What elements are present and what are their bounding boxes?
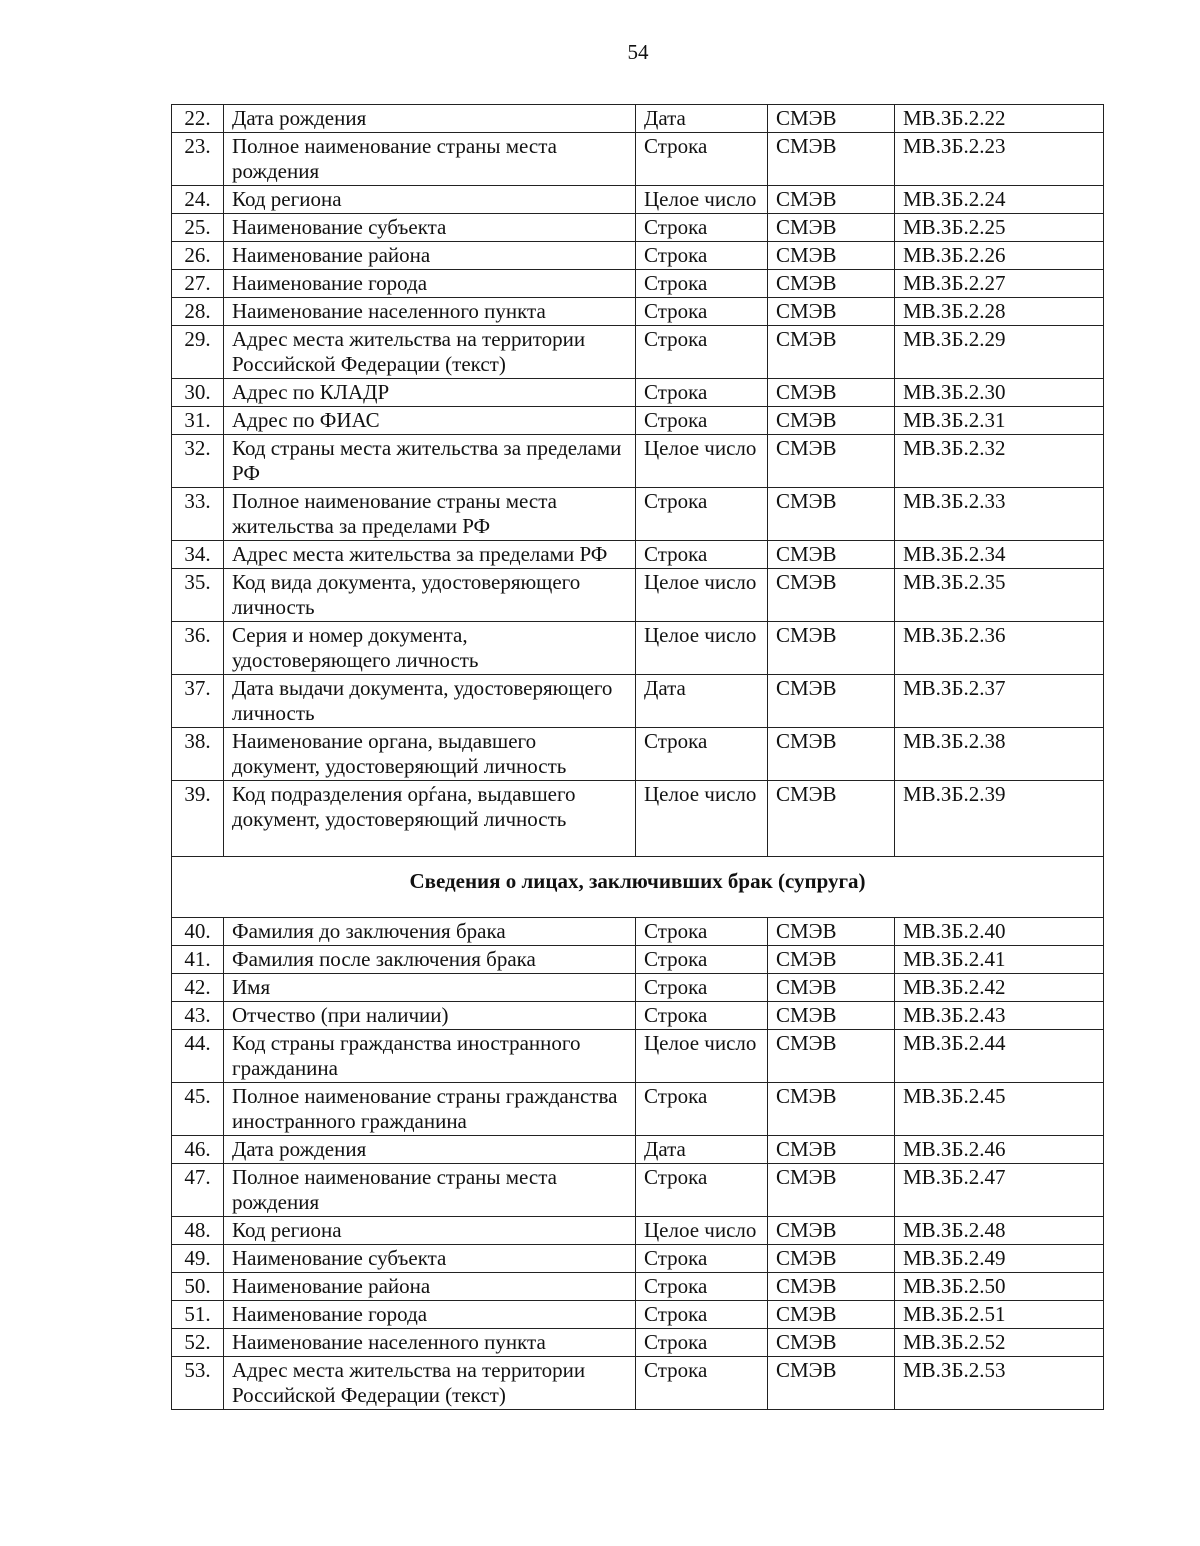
section-title: Сведения о лицах, заключивших брак (супруга) xyxy=(172,857,1104,918)
table-row xyxy=(172,1030,1104,1083)
field-source: СМЭВ xyxy=(768,133,895,186)
row-number: 30. xyxy=(172,379,224,407)
field-source: СМЭВ xyxy=(768,541,895,569)
field-name: Адрес места жительства за пределами РФ xyxy=(224,541,636,569)
table-row xyxy=(172,1136,1104,1164)
field-source: СМЭВ xyxy=(768,242,895,270)
field-source: СМЭВ xyxy=(768,326,895,379)
field-code: МВ.ЗБ.2.45 xyxy=(895,1083,1104,1136)
field-source: СМЭВ xyxy=(768,214,895,242)
table-row xyxy=(172,1217,1104,1245)
field-source: СМЭВ xyxy=(768,270,895,298)
field-code: МВ.ЗБ.2.42 xyxy=(895,974,1104,1002)
field-source: СМЭВ xyxy=(768,918,895,946)
field-name: Адрес по КЛАДР xyxy=(224,379,636,407)
field-code: МВ.ЗБ.2.31 xyxy=(895,407,1104,435)
row-number: 41. xyxy=(172,946,224,974)
field-code: МВ.ЗБ.2.36 xyxy=(895,622,1104,675)
row-number: 26. xyxy=(172,242,224,270)
table-row xyxy=(172,1002,1104,1030)
field-type: Строка xyxy=(636,1245,768,1273)
row-number: 39. xyxy=(172,781,224,857)
field-name: Имя xyxy=(224,974,636,1002)
field-source: СМЭВ xyxy=(768,1136,895,1164)
field-code: МВ.ЗБ.2.32 xyxy=(895,435,1104,488)
field-source: СМЭВ xyxy=(768,728,895,781)
field-type: Дата xyxy=(636,675,768,728)
field-type: Целое число xyxy=(636,569,768,622)
field-name: Дата рождения xyxy=(224,1136,636,1164)
field-type: Целое число xyxy=(636,1217,768,1245)
row-number: 40. xyxy=(172,918,224,946)
field-type: Строка xyxy=(636,946,768,974)
table-row xyxy=(172,622,1104,675)
field-type: Дата xyxy=(636,1136,768,1164)
field-type: Строка xyxy=(636,488,768,541)
row-number: 53. xyxy=(172,1357,224,1410)
row-number: 50. xyxy=(172,1273,224,1301)
table-row xyxy=(172,974,1104,1002)
field-name: Полное наименование страны места рождения xyxy=(224,133,636,186)
field-type: Строка xyxy=(636,541,768,569)
field-type: Строка xyxy=(636,974,768,1002)
field-code: МВ.ЗБ.2.49 xyxy=(895,1245,1104,1273)
field-type: Целое число xyxy=(636,435,768,488)
table-row xyxy=(172,541,1104,569)
field-code: МВ.ЗБ.2.39 xyxy=(895,781,1104,857)
table-row xyxy=(172,242,1104,270)
field-type: Строка xyxy=(636,298,768,326)
row-number: 23. xyxy=(172,133,224,186)
table-row xyxy=(172,946,1104,974)
field-code: МВ.ЗБ.2.22 xyxy=(895,105,1104,133)
attributes-table-body xyxy=(172,105,1104,1410)
field-code: МВ.ЗБ.2.35 xyxy=(895,569,1104,622)
field-name: Код страны места жительства за пределами РФ xyxy=(224,435,636,488)
field-code: МВ.ЗБ.2.34 xyxy=(895,541,1104,569)
table-row xyxy=(172,1329,1104,1357)
row-number: 48. xyxy=(172,1217,224,1245)
field-name: Полное наименование страны места рождения xyxy=(224,1164,636,1217)
table-row xyxy=(172,1301,1104,1329)
table-row xyxy=(172,1083,1104,1136)
field-code: МВ.ЗБ.2.47 xyxy=(895,1164,1104,1217)
field-code: МВ.ЗБ.2.28 xyxy=(895,298,1104,326)
field-source: СМЭВ xyxy=(768,1357,895,1410)
field-code: МВ.ЗБ.2.41 xyxy=(895,946,1104,974)
page-number: 54 xyxy=(627,40,649,64)
field-type: Строка xyxy=(636,1357,768,1410)
field-name: Наименование населенного пункта xyxy=(224,298,636,326)
field-name: Адрес места жительства на территории Российской Федерации (текст) xyxy=(224,326,636,379)
table-row xyxy=(172,569,1104,622)
field-name: Наименование района xyxy=(224,1273,636,1301)
field-code: МВ.ЗБ.2.24 xyxy=(895,186,1104,214)
field-code: МВ.ЗБ.2.29 xyxy=(895,326,1104,379)
field-code: МВ.ЗБ.2.33 xyxy=(895,488,1104,541)
field-source: СМЭВ xyxy=(768,1030,895,1083)
field-name: Код региона xyxy=(224,1217,636,1245)
row-number: 45. xyxy=(172,1083,224,1136)
field-source: СМЭВ xyxy=(768,622,895,675)
table-row xyxy=(172,1245,1104,1273)
table-row xyxy=(172,1273,1104,1301)
field-code: МВ.ЗБ.2.44 xyxy=(895,1030,1104,1083)
field-source: СМЭВ xyxy=(768,1245,895,1273)
table-row xyxy=(172,298,1104,326)
field-name: Отчество (при наличии) xyxy=(224,1002,636,1030)
field-type: Строка xyxy=(636,1301,768,1329)
field-name: Адрес места жительства на территории Российской Федерации (текст) xyxy=(224,1357,636,1410)
field-name: Наименование органа, выдавшего документ, удостоверяющий личность xyxy=(224,728,636,781)
field-type: Строка xyxy=(636,214,768,242)
field-source: СМЭВ xyxy=(768,675,895,728)
field-source: СМЭВ xyxy=(768,1301,895,1329)
field-code: МВ.ЗБ.2.38 xyxy=(895,728,1104,781)
row-number: 24. xyxy=(172,186,224,214)
field-code: МВ.ЗБ.2.23 xyxy=(895,133,1104,186)
field-type: Строка xyxy=(636,379,768,407)
field-type: Целое число xyxy=(636,781,768,857)
field-source: СМЭВ xyxy=(768,105,895,133)
field-type: Дата xyxy=(636,105,768,133)
field-name: Код подразделения орѓана, выдавшего документ, удостоверяющий личность xyxy=(224,781,636,857)
row-number: 51. xyxy=(172,1301,224,1329)
field-source: СМЭВ xyxy=(768,569,895,622)
row-number: 36. xyxy=(172,622,224,675)
row-number: 28. xyxy=(172,298,224,326)
field-source: СМЭВ xyxy=(768,1217,895,1245)
field-source: СМЭВ xyxy=(768,1002,895,1030)
table-row xyxy=(172,728,1104,781)
table-row xyxy=(172,214,1104,242)
table-row xyxy=(172,407,1104,435)
field-source: СМЭВ xyxy=(768,1273,895,1301)
row-number: 43. xyxy=(172,1002,224,1030)
field-name: Дата выдачи документа, удостоверяющего личность xyxy=(224,675,636,728)
field-code: МВ.ЗБ.2.27 xyxy=(895,270,1104,298)
row-number: 33. xyxy=(172,488,224,541)
field-source: СМЭВ xyxy=(768,186,895,214)
field-code: МВ.ЗБ.2.53 xyxy=(895,1357,1104,1410)
row-number: 35. xyxy=(172,569,224,622)
table-row xyxy=(172,105,1104,133)
field-source: СМЭВ xyxy=(768,1164,895,1217)
field-type: Целое число xyxy=(636,622,768,675)
field-code: МВ.ЗБ.2.48 xyxy=(895,1217,1104,1245)
row-number: 34. xyxy=(172,541,224,569)
table-row xyxy=(172,379,1104,407)
field-type: Строка xyxy=(636,918,768,946)
field-name: Код страны гражданства иностранного гражданина xyxy=(224,1030,636,1083)
field-name: Наименование города xyxy=(224,1301,636,1329)
field-code: МВ.ЗБ.2.51 xyxy=(895,1301,1104,1329)
row-number: 31. xyxy=(172,407,224,435)
field-name: Наименование субъекта xyxy=(224,214,636,242)
field-source: СМЭВ xyxy=(768,488,895,541)
row-number: 25. xyxy=(172,214,224,242)
field-code: МВ.ЗБ.2.26 xyxy=(895,242,1104,270)
field-code: МВ.ЗБ.2.40 xyxy=(895,918,1104,946)
field-code: МВ.ЗБ.2.25 xyxy=(895,214,1104,242)
field-source: СМЭВ xyxy=(768,379,895,407)
field-source: СМЭВ xyxy=(768,974,895,1002)
row-number: 44. xyxy=(172,1030,224,1083)
row-number: 37. xyxy=(172,675,224,728)
table-row xyxy=(172,1357,1104,1410)
row-number: 42. xyxy=(172,974,224,1002)
field-name: Код региона xyxy=(224,186,636,214)
field-name: Полное наименование страны места жительства за пределами РФ xyxy=(224,488,636,541)
table-row xyxy=(172,918,1104,946)
field-type: Строка xyxy=(636,326,768,379)
field-type: Целое число xyxy=(636,1030,768,1083)
field-code: МВ.ЗБ.2.50 xyxy=(895,1273,1104,1301)
field-type: Строка xyxy=(636,1002,768,1030)
field-code: МВ.ЗБ.2.43 xyxy=(895,1002,1104,1030)
field-type: Строка xyxy=(636,1273,768,1301)
field-type: Целое число xyxy=(636,186,768,214)
table-row xyxy=(172,1164,1104,1217)
table-row xyxy=(172,186,1104,214)
row-number: 27. xyxy=(172,270,224,298)
field-code: МВ.ЗБ.2.52 xyxy=(895,1329,1104,1357)
field-source: СМЭВ xyxy=(768,946,895,974)
field-name: Наименование района xyxy=(224,242,636,270)
field-source: СМЭВ xyxy=(768,1083,895,1136)
field-name: Код вида документа, удостоверяющего личность xyxy=(224,569,636,622)
attributes-table xyxy=(171,104,1104,1410)
field-name: Дата рождения xyxy=(224,105,636,133)
field-source: СМЭВ xyxy=(768,298,895,326)
row-number: 29. xyxy=(172,326,224,379)
row-number: 38. xyxy=(172,728,224,781)
field-name: Серия и номер документа, удостоверяющего личность xyxy=(224,622,636,675)
field-name: Фамилия до заключения брака xyxy=(224,918,636,946)
field-name: Полное наименование страны гражданства иностранного гражданина xyxy=(224,1083,636,1136)
field-source: СМЭВ xyxy=(768,435,895,488)
row-number: 47. xyxy=(172,1164,224,1217)
field-source: СМЭВ xyxy=(768,1329,895,1357)
field-source: СМЭВ xyxy=(768,407,895,435)
table-row xyxy=(172,270,1104,298)
field-source: СМЭВ xyxy=(768,781,895,857)
field-name: Фамилия после заключения брака xyxy=(224,946,636,974)
field-name: Наименование города xyxy=(224,270,636,298)
field-type: Строка xyxy=(636,1164,768,1217)
section-header-row xyxy=(172,857,1104,918)
field-type: Строка xyxy=(636,1329,768,1357)
table-row xyxy=(172,435,1104,488)
field-type: Строка xyxy=(636,1083,768,1136)
row-number: 22. xyxy=(172,105,224,133)
row-number: 46. xyxy=(172,1136,224,1164)
field-code: МВ.ЗБ.2.46 xyxy=(895,1136,1104,1164)
field-type: Строка xyxy=(636,242,768,270)
row-number: 32. xyxy=(172,435,224,488)
field-code: МВ.ЗБ.2.37 xyxy=(895,675,1104,728)
field-type: Строка xyxy=(636,133,768,186)
table-row xyxy=(172,326,1104,379)
table-row xyxy=(172,781,1104,857)
table-row xyxy=(172,133,1104,186)
field-type: Строка xyxy=(636,270,768,298)
field-name: Наименование населенного пункта xyxy=(224,1329,636,1357)
field-code: МВ.ЗБ.2.30 xyxy=(895,379,1104,407)
field-type: Строка xyxy=(636,407,768,435)
table-row xyxy=(172,675,1104,728)
row-number: 52. xyxy=(172,1329,224,1357)
field-type: Строка xyxy=(636,728,768,781)
table-row xyxy=(172,488,1104,541)
field-name: Наименование субъекта xyxy=(224,1245,636,1273)
row-number: 49. xyxy=(172,1245,224,1273)
field-name: Адрес по ФИАС xyxy=(224,407,636,435)
